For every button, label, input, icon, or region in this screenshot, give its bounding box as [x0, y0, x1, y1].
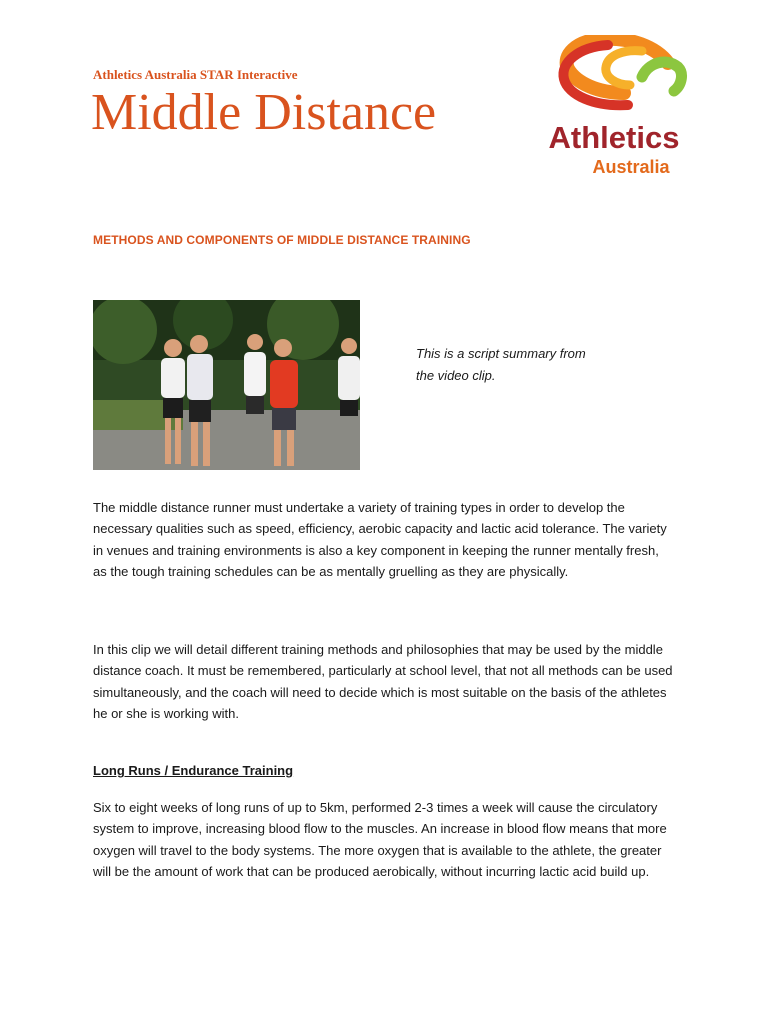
body-paragraph-2: In this clip we will detail different training methods and philosophies that may be used by the middle distance coach. It must be remembered, particularly at school level, that not all methods can be used simultaneously, and the coach will need to decide which is most suitable on the basis of the athletes he or she is working with. — [93, 642, 673, 721]
caption-line-2: the video clip. — [416, 368, 496, 383]
logo-wordmark-line2: Australia — [592, 157, 670, 177]
section-title: METHODS AND COMPONENTS OF MIDDLE DISTANCE TRAINING — [93, 233, 471, 247]
logo-wordmark-line1: Athletics — [548, 120, 680, 155]
subheading-long-runs: Long Runs / Endurance Training — [93, 763, 294, 778]
athletics-australia-logo — [538, 35, 690, 179]
page-title: Middle Distance — [91, 84, 437, 141]
caption-line-1: This is a script summary from — [416, 346, 586, 361]
body-paragraph-3: Six to eight weeks of long runs of up to 5km, performed 2-3 times a week will cause the circulatory system to improve, increasing blood flow to the muscles. An increase in blood flow means that more oxygen will travel to the body systems. The more oxygen that is available to the athlete, the greater will be the amount of work that can be produced aerobically, without incurring lactic acid build up. — [93, 800, 667, 879]
header-kicker: Athletics Australia STAR Interactive — [93, 67, 298, 82]
body-paragraph-1: The middle distance runner must undertake a variety of training types in order to develop the necessary qualities such as speed, efficiency, aerobic capacity and lactic acid tolerance. The variety in venues and training environments is also a key component in keeping the runner mentally fresh, as the tough training schedules can be as mentally gruelling as they are physically. — [93, 500, 667, 579]
runners-photo — [93, 300, 360, 470]
photo-caption — [416, 343, 616, 387]
